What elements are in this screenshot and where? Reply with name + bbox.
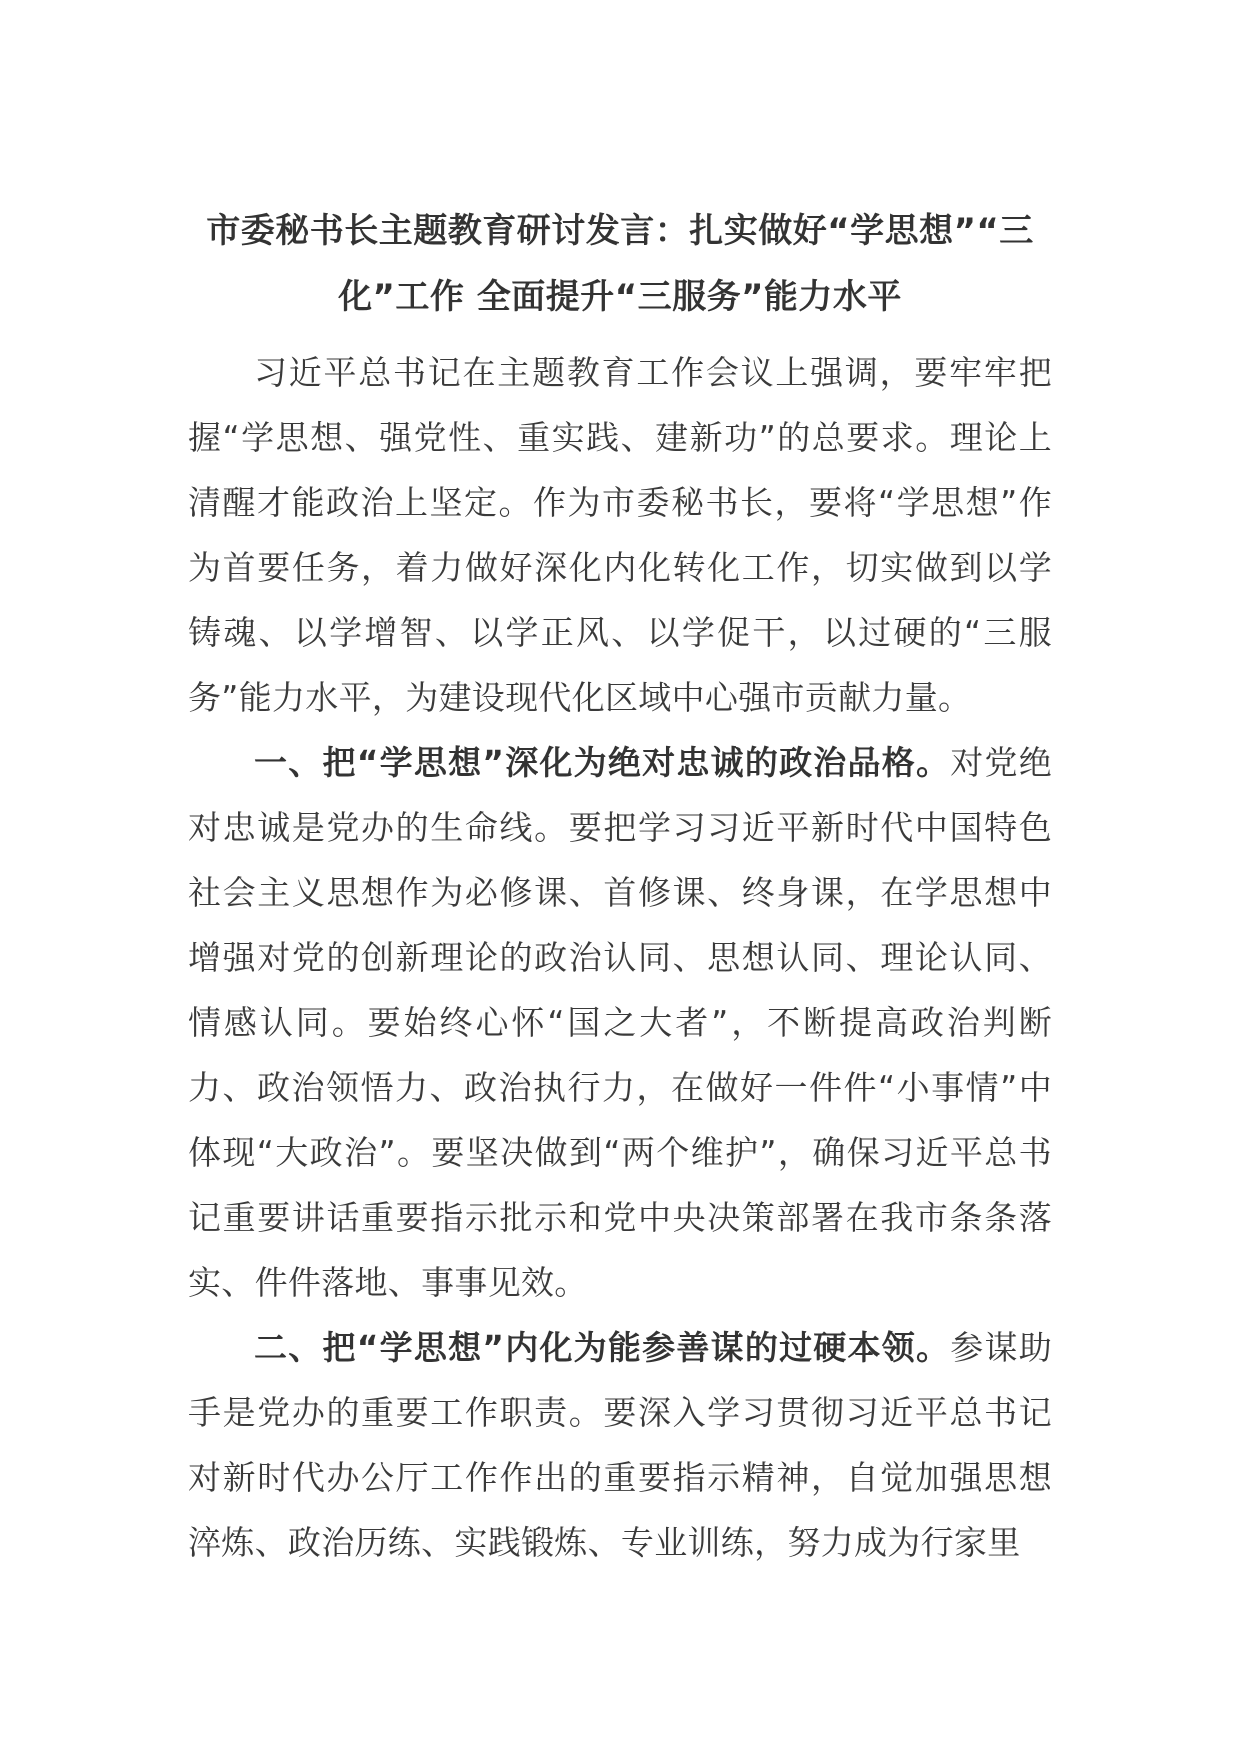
- paragraph-text: 参谋助手是党办的重要工作职责。要深入学习贯彻习近平总书记对新时代办公厅工作作出的重要指示精神，自觉加强思想淬炼、政治历练、实践锻炼、专业训练，努力成为行家里: [188, 1328, 1052, 1562]
- document-body: [188, 340, 1052, 1575]
- paragraph-lead: 一、把“学思想”深化为绝对忠诚的政治品格。: [254, 743, 951, 782]
- paragraph-section-1: [188, 730, 1052, 1315]
- paragraph-text: 对党绝对忠诚是党办的生命线。要把学习习近平新时代中国特色社会主义思想作为必修课、首修课、终身课，在学思想中增强对党的创新理论的政治认同、思想认同、理论认同、情感认同。要始终心怀“国之大者”，不断提高政治判断力、政治领悟力、政治执行力，在做好一件件“小事情”中体现“大政治”。要坚决做到“两个维护”，确保习近平总书记重要讲话重要指示批示和党中央决策部署在我市条条落实、件件落地、事事见效。: [188, 743, 1052, 1302]
- paragraph-text: 习近平总书记在主题教育工作会议上强调，要牢牢把握“学思想、强党性、重实践、建新功”的总要求。理论上清醒才能政治上坚定。作为市委秘书长，要将“学思想”作为首要任务，着力做好深化内化转化工作，切实做到以学铸魂、以学增智、以学正风、以学促干，以过硬的“三服务”能力水平，为建设现代化区域中心强市贡献力量。: [188, 353, 1052, 717]
- paragraph-intro: [188, 340, 1052, 730]
- paragraph-section-2: [188, 1315, 1052, 1575]
- document-title: 市委秘书长主题教育研讨发言：扎实做好“学思想”“三化”工作 全面提升“三服务”能力水平: [206, 211, 1034, 317]
- paragraph-lead: 二、把“学思想”内化为能参善谋的过硬本领。: [254, 1328, 951, 1367]
